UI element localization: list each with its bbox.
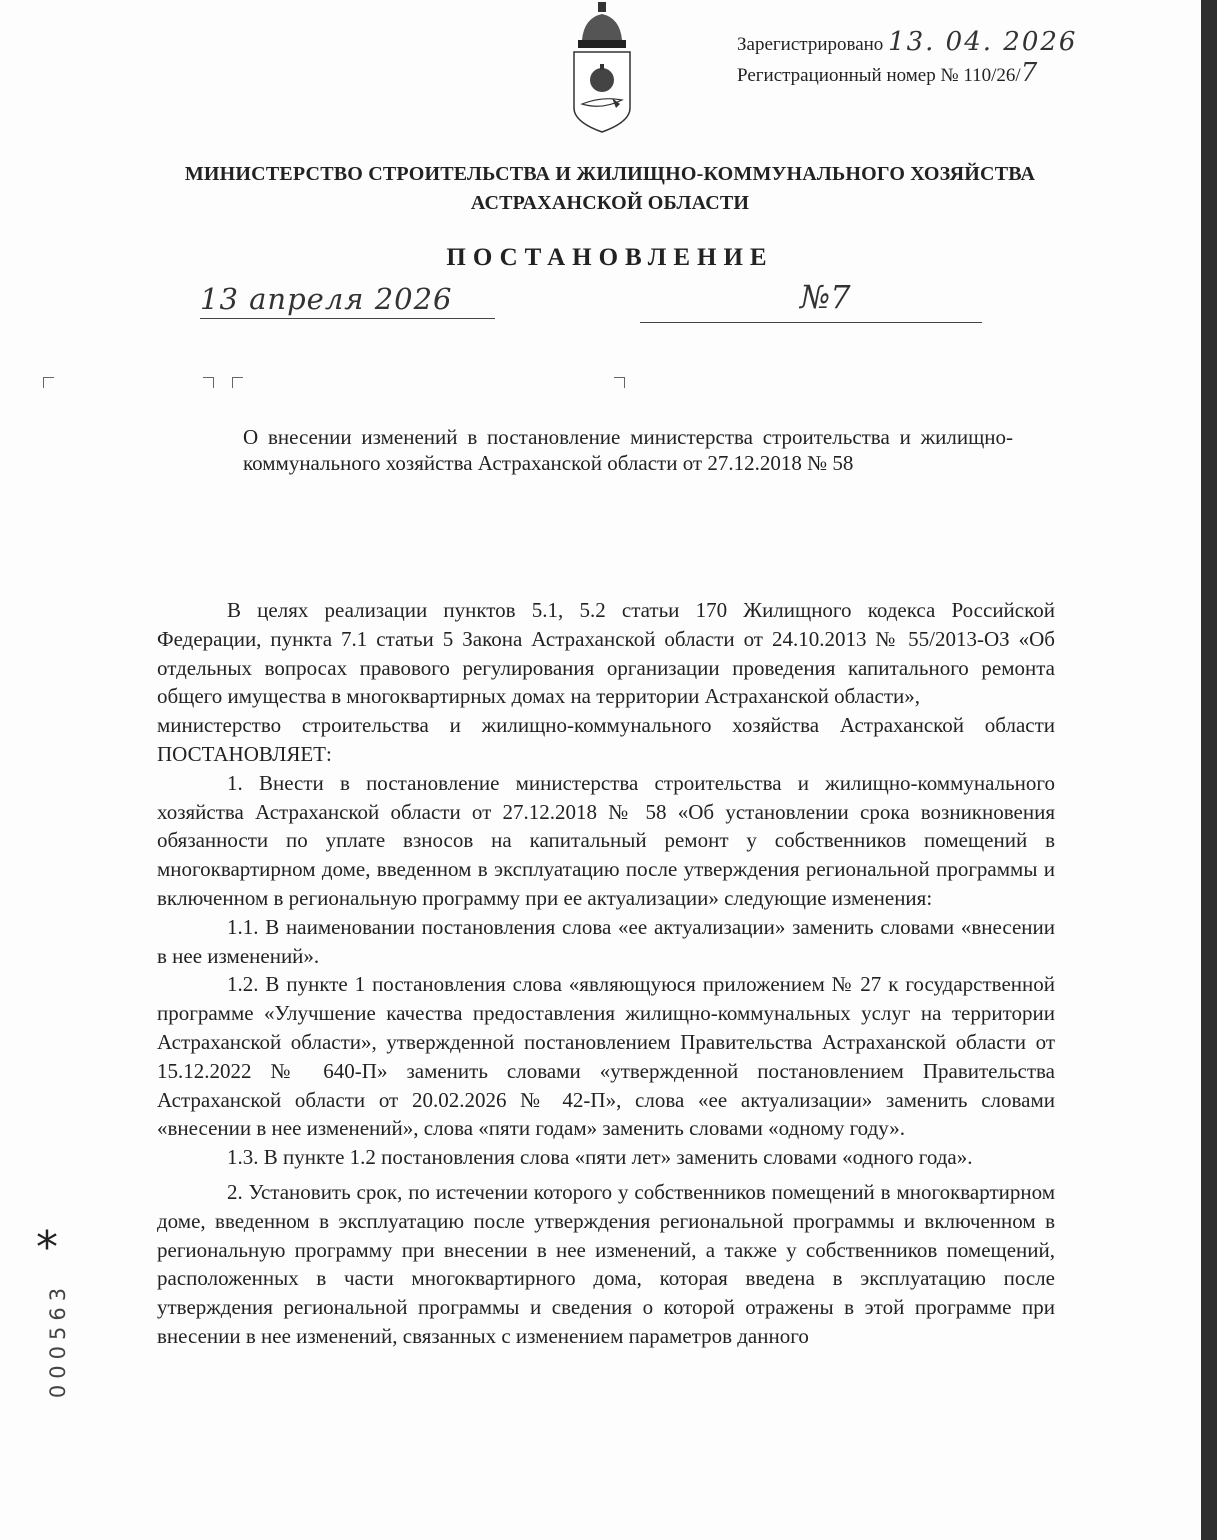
clause-1-1: 1.1. В наименовании постановления слова «ее актуализации» заменить словами «внесении в нее изменений». bbox=[157, 914, 1055, 968]
serial-number: 000563 bbox=[46, 1281, 70, 1399]
reg-number-label: Регистрационный номер № 110/26/ bbox=[737, 65, 1021, 86]
preamble-paragraph: В целях реализации пунктов 5.1, 5.2 статьи 170 Жилищного кодекса Российской Федерации, пункта 7.1 статьи 5 Закона Астраханской области от 24.10.2013 № 55/2013-ОЗ «Об отдельных вопросах правового регулирования организации проведения капитального ремонта общего имущества в многоквартирных домах на территории Астраханской области», bbox=[157, 598, 1055, 709]
document-body bbox=[157, 596, 1055, 1351]
document-number-handwritten: №7 bbox=[800, 278, 851, 316]
corner-mark bbox=[232, 377, 243, 388]
corner-mark bbox=[203, 377, 214, 388]
asterisk-mark: * bbox=[36, 1222, 58, 1273]
number-underline bbox=[640, 322, 982, 323]
document-subject: О внесении изменений в постановление министерства строительства и жилищно-коммунального хозяйства Астраханской области от 27.12.2018 № 58 bbox=[243, 425, 1013, 475]
corner-mark bbox=[43, 377, 54, 388]
clause-1: 1. Внести в постановление министерства строительства и жилищно-коммунального хозяйства Астраханской области от 27.12.2018 № 58 «Об установлении срока возникновения обязанности по уплате взносов на капитальный ремонт у собственников помещений в многоквартирном доме, введенном в эксплуатацию после утверждения региональной программы и включенном в региональную программу при ее актуализации» следующие изменения: bbox=[157, 770, 1055, 910]
clause-1-2: 1.2. В пункте 1 постановления слова «являющуюся приложением № 27 к государственной программе «Улучшение качества предоставления жилищно-коммунальных услуг на территории Астраханской области», утвержденной постановлением Правительства Астраханской области от 15.12.2022 № 640-П» заменить словами «утвержденной постановлением Правительства Астраханской области от 20.02.2026 № 42-П», слова «ее актуализации» заменить словами «внесении в нее изменений», слова «пяти годам» заменить словами «одному году». bbox=[157, 972, 1055, 1141]
page-edge-shadow bbox=[1201, 0, 1217, 1540]
ministry-line-1: МИНИСТЕРСТВО СТРОИТЕЛЬСТВА И ЖИЛИЩНО-КОММУНАЛЬНОГО ХОЗЯЙСТВА bbox=[184, 163, 1036, 185]
ministry-name bbox=[160, 160, 1060, 218]
reg-number-handwritten: 7 bbox=[1020, 58, 1040, 88]
clause-2: 2. Установить срок, по истечении которого у собственников помещений в многоквартирном доме, введенном в эксплуатацию после утверждения региональной программы и включенном в региональную программу при внесении в нее изменений, а также у собственников помещений, расположенных в части многоквартирного дома, которая введена в эксплуатацию после утверждения региональной программы и сведения о которой отражены в этой программе при внесении в нее изменений, связанных с изменением параметров данного bbox=[157, 1179, 1055, 1348]
document-type-title: ПОСТАНОВЛЕНИЕ bbox=[446, 244, 774, 271]
document-date-handwritten: 13 апреля 2026 bbox=[200, 282, 495, 319]
registered-label: Зарегистрировано bbox=[737, 34, 884, 55]
corner-mark bbox=[614, 377, 625, 388]
registration-block bbox=[737, 28, 1077, 90]
resolves-paragraph: министерство строительства и жилищно-коммунального хозяйства Астраханской области ПОСТАНОВЛЯЕТ: bbox=[157, 713, 1055, 766]
clause-1-3: 1.3. В пункте 1.2 постановления слова «пяти лет» заменить словами «одного года». bbox=[227, 1145, 973, 1170]
ministry-line-2: АСТРАХАНСКОЙ ОБЛАСТИ bbox=[470, 192, 750, 214]
registered-date-handwritten: 13. 04. 2026 bbox=[888, 27, 1078, 57]
coat-of-arms-emblem-icon bbox=[568, 0, 636, 136]
